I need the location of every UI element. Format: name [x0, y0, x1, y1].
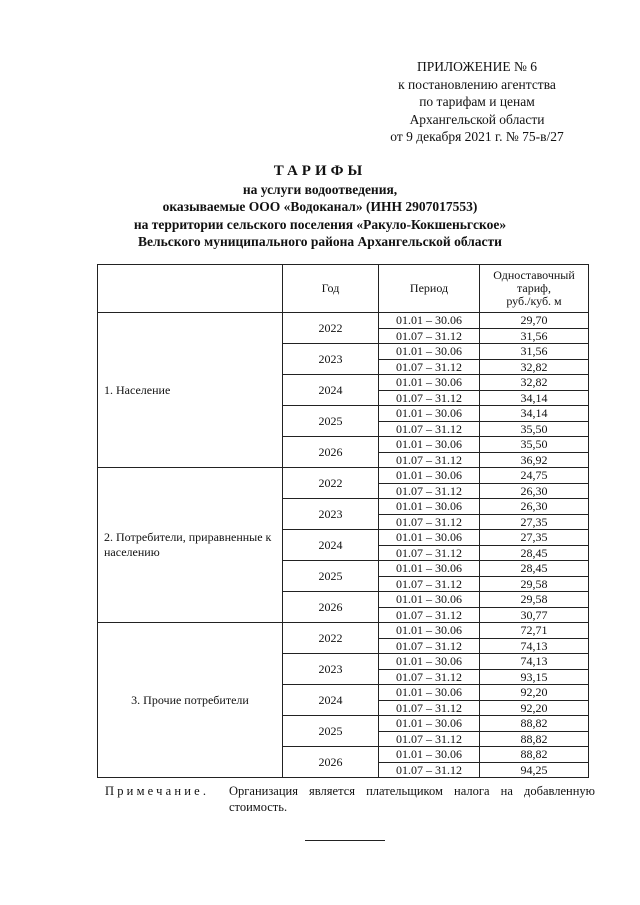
appendix-number: ПРИЛОЖЕНИЕ № 6 [416, 59, 538, 74]
tariff-value-cell: 74,13 [480, 638, 589, 654]
tariff-value-cell: 35,50 [480, 437, 589, 453]
tariff-value-cell: 29,58 [480, 576, 589, 592]
table-row [98, 623, 589, 639]
year-cell: 2023 [283, 654, 379, 685]
tariff-value-cell: 32,82 [480, 375, 589, 391]
note-text: Организация является плательщиком налога на добавленную стоимость. [229, 784, 595, 814]
period-cell: 01.07 – 31.12 [379, 576, 480, 592]
period-cell: 01.01 – 30.06 [379, 313, 480, 329]
year-cell: 2022 [283, 468, 379, 499]
year-cell: 2023 [283, 499, 379, 530]
header-tariff-line: тариф, [517, 281, 551, 295]
appendix-line: по тарифам и ценам [419, 94, 535, 110]
title-line: Вельского муниципального района Архангельской области [138, 234, 502, 249]
header-period: Период [379, 265, 480, 313]
title-main: ТАРИФЫ [273, 163, 367, 179]
tariff-value-cell: 28,45 [480, 545, 589, 561]
year-cell: 2024 [283, 375, 379, 406]
header-year: Год [283, 265, 379, 313]
year-cell: 2026 [283, 437, 379, 468]
divider-line [305, 840, 385, 841]
category-cell: 3. Прочие потребители [98, 623, 283, 778]
tariff-value-cell: 29,70 [480, 313, 589, 329]
header-tariff-line: Одноставочный [493, 268, 575, 282]
period-cell: 01.07 – 31.12 [379, 545, 480, 561]
tariff-value-cell: 74,13 [480, 654, 589, 670]
title-line: на территории сельского поселения «Ракуло-Кокшеньгское» [133, 216, 507, 232]
period-cell: 01.07 – 31.12 [379, 514, 480, 530]
year-cell: 2024 [283, 685, 379, 716]
period-cell: 01.07 – 31.12 [379, 638, 480, 654]
year-cell: 2022 [283, 623, 379, 654]
period-cell: 01.01 – 30.06 [379, 592, 480, 608]
tariff-value-cell: 34,14 [480, 406, 589, 422]
tariff-value-cell: 32,82 [480, 359, 589, 375]
tariff-value-cell: 72,71 [480, 623, 589, 639]
period-cell: 01.01 – 30.06 [379, 437, 480, 453]
tariff-value-cell: 94,25 [480, 762, 589, 778]
tariff-value-cell: 27,35 [480, 530, 589, 546]
period-cell: 01.07 – 31.12 [379, 731, 480, 747]
document-title [0, 163, 640, 251]
tariff-value-cell: 30,77 [480, 607, 589, 623]
period-cell: 01.01 – 30.06 [379, 468, 480, 484]
appendix-line: к постановлению агентства [398, 76, 556, 92]
period-cell: 01.07 – 31.12 [379, 607, 480, 623]
tariff-value-cell: 31,56 [480, 328, 589, 344]
title-line: на услуги водоотведения, [242, 181, 398, 197]
period-cell: 01.07 – 31.12 [379, 359, 480, 375]
period-cell: 01.01 – 30.06 [379, 654, 480, 670]
table-row [98, 313, 589, 329]
tariff-table [97, 264, 589, 778]
period-cell: 01.01 – 30.06 [379, 499, 480, 515]
appendix-date: от 9 декабря 2021 г. № 75-в/27 [390, 129, 564, 145]
period-cell: 01.01 – 30.06 [379, 561, 480, 577]
year-cell: 2024 [283, 530, 379, 561]
tariff-value-cell: 27,35 [480, 514, 589, 530]
period-cell: 01.01 – 30.06 [379, 747, 480, 763]
period-cell: 01.07 – 31.12 [379, 762, 480, 778]
tariff-value-cell: 31,56 [480, 344, 589, 360]
tariff-value-cell: 92,20 [480, 685, 589, 701]
year-cell: 2025 [283, 406, 379, 437]
year-cell: 2023 [283, 344, 379, 375]
appendix-header [362, 58, 592, 146]
tariff-value-cell: 35,50 [480, 421, 589, 437]
header-tariff-line: руб./куб. м [506, 294, 562, 308]
period-cell: 01.01 – 30.06 [379, 375, 480, 391]
tariff-value-cell: 29,58 [480, 592, 589, 608]
period-cell: 01.07 – 31.12 [379, 700, 480, 716]
tariff-value-cell: 93,15 [480, 669, 589, 685]
tariff-value-cell: 88,82 [480, 747, 589, 763]
tariff-value-cell: 36,92 [480, 452, 589, 468]
header-category [98, 265, 283, 313]
period-cell: 01.07 – 31.12 [379, 483, 480, 499]
period-cell: 01.07 – 31.12 [379, 421, 480, 437]
period-cell: 01.01 – 30.06 [379, 623, 480, 639]
tariff-value-cell: 92,20 [480, 700, 589, 716]
period-cell: 01.07 – 31.12 [379, 452, 480, 468]
note-label: Примечание. [105, 784, 210, 798]
year-cell: 2022 [283, 313, 379, 344]
period-cell: 01.01 – 30.06 [379, 344, 480, 360]
appendix-line: Архангельской области [409, 111, 545, 127]
period-cell: 01.01 – 30.06 [379, 406, 480, 422]
period-cell: 01.07 – 31.12 [379, 328, 480, 344]
period-cell: 01.01 – 30.06 [379, 530, 480, 546]
year-cell: 2025 [283, 561, 379, 592]
tariff-value-cell: 88,82 [480, 716, 589, 732]
category-cell: 1. Население [98, 313, 283, 468]
tariff-value-cell: 28,45 [480, 561, 589, 577]
period-cell: 01.07 – 31.12 [379, 390, 480, 406]
period-cell: 01.01 – 30.06 [379, 685, 480, 701]
tariff-value-cell: 34,14 [480, 390, 589, 406]
header-tariff [480, 265, 589, 313]
tariff-value-cell: 26,30 [480, 483, 589, 499]
period-cell: 01.07 – 31.12 [379, 669, 480, 685]
tariff-value-cell: 88,82 [480, 731, 589, 747]
title-line: оказываемые ООО «Водоканал» (ИНН 2907017553) [162, 199, 478, 214]
period-cell: 01.01 – 30.06 [379, 716, 480, 732]
year-cell: 2026 [283, 747, 379, 778]
tariff-value-cell: 26,30 [480, 499, 589, 515]
year-cell: 2026 [283, 592, 379, 623]
year-cell: 2025 [283, 716, 379, 747]
table-header-row [98, 265, 589, 313]
category-cell: 2. Потребители, приравненные к населению [98, 468, 283, 623]
tariff-value-cell: 24,75 [480, 468, 589, 484]
table-body [98, 313, 589, 778]
table-row [98, 468, 589, 484]
